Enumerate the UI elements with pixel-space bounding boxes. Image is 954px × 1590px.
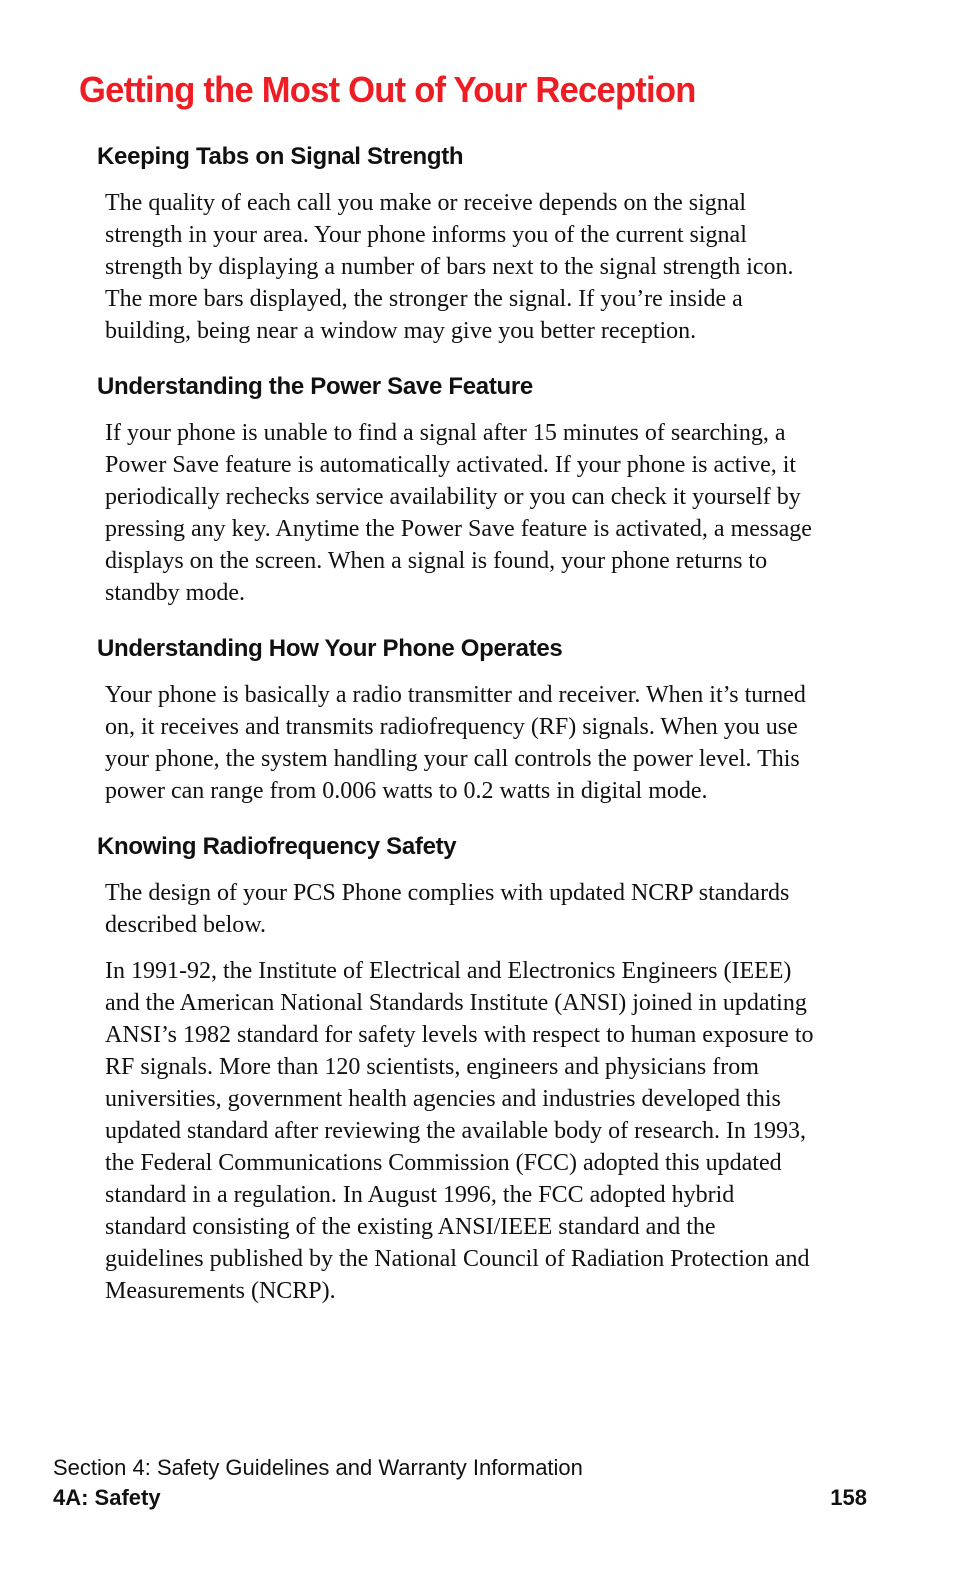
section-signal-strength xyxy=(0,139,954,347)
section-paragraph: If your phone is unable to find a signal after 15 minutes of searching, a Power Save feature is automatically activated. If your phone is active, it periodically rechecks service availability or you can check it yourself by pressing any key. Anytime the Power Save feature is activated, a message displays on the screen. When a signal is found, your phone returns to standby mode. xyxy=(105,420,812,606)
section-phone-operation xyxy=(0,631,954,807)
section-heading: Understanding How Your Phone Operates xyxy=(97,635,563,662)
section-rf-safety xyxy=(0,829,954,1307)
section-paragraph: In 1991-92, the Institute of Electrical and Electronics Engineers (IEEE) and the American National Standards Institute (ANSI) joined in updating ANSI’s 1982 standard for safety levels with respect to human exposure to RF signals. More than 120 scientists, engineers and physicians from universities, government health agencies and industries developed this updated standard after reviewing the available body of research. In 1993, the Federal Communications Commission (FCC) adopted this updated standard in a regulation. In August 1996, the FCC adopted hybrid standard consisting of the existing ANSI/IEEE standard and the guidelines published by the National Council of Radiation Protection and Measurements (NCRP). xyxy=(105,958,814,1304)
page-title: Getting the Most Out of Your Reception xyxy=(79,69,696,110)
page-number: 158 xyxy=(830,1485,867,1510)
section-paragraph: The design of your PCS Phone complies with updated NCRP standards described below. xyxy=(105,880,790,938)
section-power-save xyxy=(0,369,954,609)
page-content xyxy=(0,139,954,1329)
section-paragraph: Your phone is basically a radio transmitter and receiver. When it’s turned on, it receives and transmits radiofrequency (RF) signals. When you use your phone, the system handling your call controls the power level. This power can range from 0.006 watts to 0.2 watts in digital mode. xyxy=(105,682,806,804)
footer-chapter-label: 4A: Safety xyxy=(53,1485,161,1510)
section-heading: Understanding the Power Save Feature xyxy=(97,373,533,400)
section-paragraph: The quality of each call you make or receive depends on the signal strength in your area. Your phone informs you of the current signal strength by displaying a number of bars next to the signal strength icon. The more bars displayed, the stronger the signal. If you’re inside a building, being near a window may give you better reception. xyxy=(105,190,794,344)
section-heading: Knowing Radiofrequency Safety xyxy=(97,833,457,860)
section-heading: Keeping Tabs on Signal Strength xyxy=(97,143,464,170)
footer-section-label: Section 4: Safety Guidelines and Warranty Information xyxy=(53,1455,583,1480)
